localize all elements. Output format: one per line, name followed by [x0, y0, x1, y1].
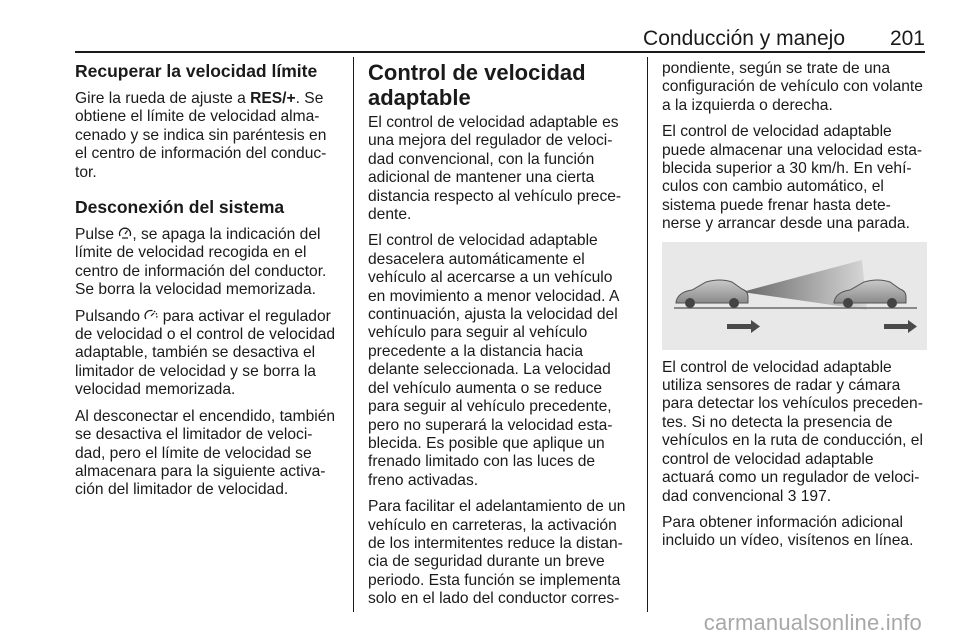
column-divider-1 — [353, 57, 354, 612]
text: El control de velocidad adaptable utiliza sensores de radar y cámara para detectar los vehículos preceden- tes. Si no detecta la presencia de vehículos en la ruta de conducción, el control de velocidad adaptable actuará como un regulador de veloci- dad convencional — [662, 358, 923, 505]
text: Gire la rueda de ajuste a — [75, 90, 251, 107]
paragraph-intro: El control de velocidad adaptable es una mejora del regulador de veloci- dad convencional, con la función adicional de mantener una cierta distancia respecto al vehículo prece- dente. — [368, 114, 622, 224]
paragraph-sensores — [662, 359, 927, 506]
paragraph-configuracion: pondiente, según se trate de una configuración de vehículo con volante a la izquierda o derecha. — [662, 60, 923, 114]
speedometer-cancel-icon — [118, 226, 132, 243]
header-rule — [75, 51, 925, 53]
paragraph-encendido: Al desconectar el encendido, también se desactiva el limitador de veloci- dad, pero el límite de velocidad se almacenara para la siguiente activa- ción del limitador de velocidad. — [75, 407, 336, 499]
paragraph-recuperar — [75, 90, 345, 182]
section-title-control-velocidad-adaptable: Control de velocidad adaptable — [368, 60, 586, 110]
page-number: 201 — [889, 27, 925, 50]
column-divider-2 — [647, 57, 648, 612]
text: para activar el regulador de velocidad o el control de velocidad adaptable, también se desactiva el limitador de velocidad y se borra la velocidad memorizada. — [75, 307, 336, 399]
text: Pulsando — [75, 307, 145, 325]
paragraph-desacelera: El control de velocidad adaptable desacelera automáticamente el vehículo al acercarse a un vehículo en movimiento a menor velocidad. A continuación, ajusta la velocidad del vehículo para seguir al vehículo precedente a la distancia hacia delante seleccionada. La velocidad del vehículo aumenta o se reduce para seguir al vehículo precedente, pero no superará la velocidad esta- blecida. Es posible que aplique un frenado limitado con las luces de freno activadas. — [368, 232, 620, 489]
cruise-control-icon — [144, 308, 158, 325]
text: , se apaga la indicación del límite de velocidad recogida en el centro de información del conductor. Se borra la velocidad memorizada. — [75, 226, 327, 299]
section-heading-desconexion: Desconexión del sistema — [75, 197, 285, 218]
section-heading-recuperar: Recuperar la velocidad límite — [75, 61, 318, 81]
column-2 — [368, 60, 638, 617]
adaptive-cruise-radar-illustration — [662, 242, 927, 350]
page-header — [75, 26, 925, 52]
text: . Se obtiene el límite de velocidad alma- cenado y se indica sin paréntesis en el centro de información del conduc- tor. — [75, 90, 327, 181]
paragraph-pulsando — [75, 308, 345, 400]
paragraph-velocidad-establecida: El control de velocidad adaptable puede almacenar una velocidad esta- blecida superior a 30 km/h. En vehí- culos con cambio automático, el sistema puede frenar hasta dete- nerse y arrancar desde una parada. — [662, 123, 923, 233]
res-plus-label: RES/+ — [250, 90, 296, 107]
column-3 — [662, 60, 927, 559]
page-reference[interactable]: 197. — [796, 487, 832, 505]
column-1 — [75, 60, 345, 508]
paragraph-informacion: Para obtener información adicional incluido un vídeo, visítenos en línea. — [662, 513, 914, 550]
page-ref-arrow-icon: 3 — [787, 487, 797, 505]
text: Pulse — [75, 226, 119, 244]
header-title: Conducción y manejo — [643, 27, 845, 50]
paragraph-pulse — [75, 226, 345, 300]
watermark: carmanualsonline.info — [703, 610, 922, 635]
paragraph-adelantamiento: Para facilitar el adelantamiento de un vehículo en carreteras, la activación de los intermitentes reduce la distan- cia de seguridad durante un breve periodo. Esta función se implementa solo en el lado del conductor corres- — [368, 498, 626, 608]
